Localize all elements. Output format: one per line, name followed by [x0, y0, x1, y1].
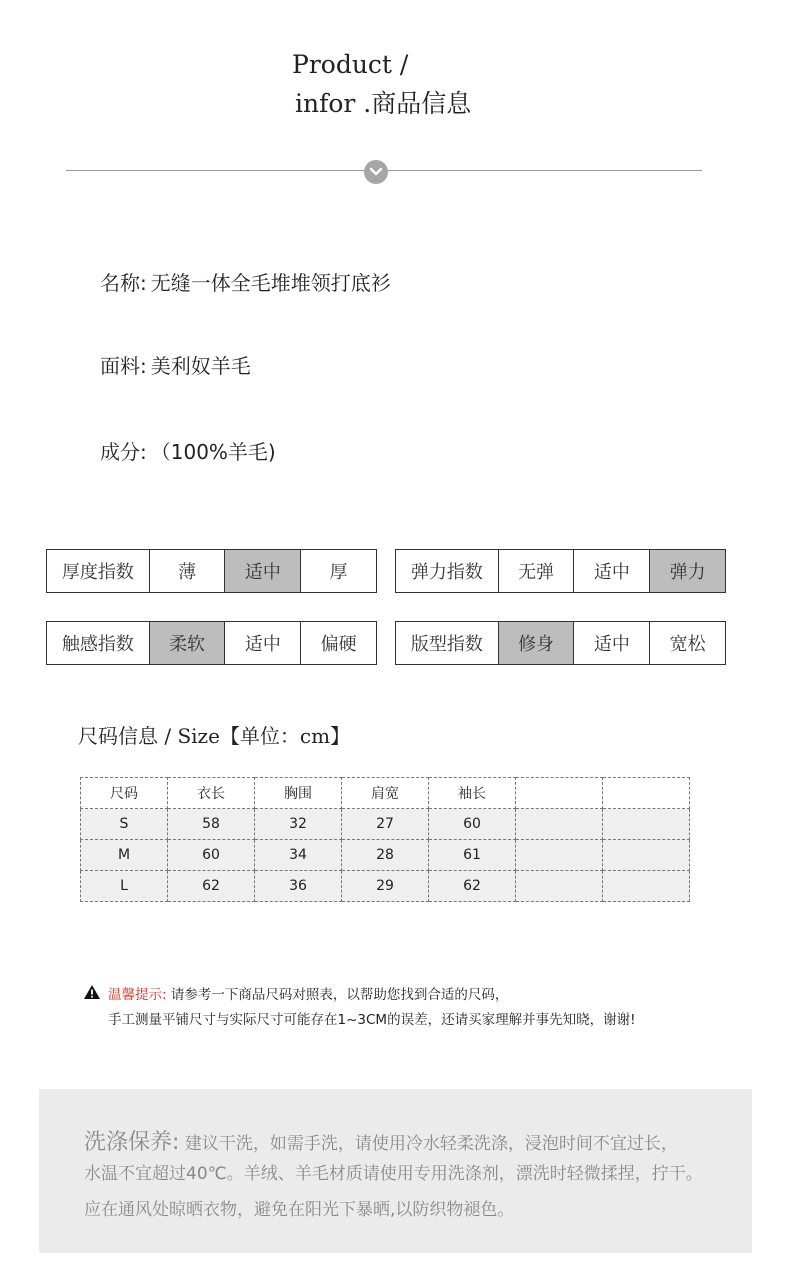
product-name-row	[100, 267, 391, 296]
table-cell: 27	[342, 809, 429, 840]
composition-label: 成分:	[100, 440, 147, 464]
table-cell: 29	[342, 871, 429, 902]
chevron-down-icon	[364, 160, 388, 184]
table-cell: 58	[168, 809, 255, 840]
table-row	[81, 871, 690, 902]
care-text-3: 应在通风处晾晒衣物，避免在阳光下暴晒,以防织物褪色。	[84, 1200, 515, 1220]
thickness-index-label: 厚度指数	[61, 562, 134, 583]
table-cell: L	[81, 871, 168, 902]
thickness-index	[46, 549, 377, 593]
size-table-header-row	[81, 778, 690, 809]
fabric-value: 美利奴羊毛	[150, 354, 251, 378]
page-title-line1: Product /	[292, 50, 409, 79]
product-name-label: 名称:	[100, 271, 147, 295]
touch-option-hard: 偏硬	[300, 622, 376, 664]
table-cell: M	[81, 840, 168, 871]
fit-option-slim: 修身	[498, 622, 574, 664]
touch-option-medium: 适中	[224, 622, 300, 664]
table-cell	[603, 809, 690, 840]
thickness-option-medium: 适中	[224, 550, 300, 592]
elasticity-option-stretch: 弹力	[649, 550, 725, 592]
notice-text-2: 手工测量平铺尺寸与实际尺寸可能存在1~3CM的误差，还请买家理解并事先知晓，谢谢!	[108, 1012, 636, 1028]
elasticity-index	[395, 549, 726, 593]
thickness-option-thick: 厚	[300, 550, 376, 592]
table-cell: 62	[429, 871, 516, 902]
size-header-cell	[603, 778, 690, 809]
touch-index	[46, 621, 377, 665]
composition-value: （100%羊毛)	[150, 440, 276, 464]
touch-index-label: 触感指数	[61, 634, 134, 655]
table-cell	[603, 871, 690, 902]
thickness-option-thin: 薄	[149, 550, 225, 592]
touch-option-soft: 柔软	[149, 622, 225, 664]
care-instructions-panel	[39, 1089, 752, 1253]
table-row	[81, 809, 690, 840]
size-header-cell: 衣长	[168, 778, 255, 809]
elasticity-index-label: 弹力指数	[410, 562, 483, 583]
table-cell	[516, 809, 603, 840]
table-cell	[516, 871, 603, 902]
care-text-1: 建议干洗，如需手洗，请使用冷水轻柔洗涤，浸泡时间不宜过长，	[184, 1134, 678, 1154]
size-table-title: 尺码信息 / Size【单位：cm】	[78, 724, 351, 748]
warning-triangle-icon	[83, 984, 101, 1004]
table-cell	[516, 840, 603, 871]
elasticity-option-medium: 适中	[573, 550, 649, 592]
table-cell: 60	[429, 809, 516, 840]
elasticity-option-none: 无弹	[498, 550, 574, 592]
fit-index	[395, 621, 726, 665]
fit-option-loose: 宽松	[649, 622, 725, 664]
fabric-label: 面料:	[100, 354, 147, 378]
product-name-value: 无缝一体全毛堆堆领打底衫	[150, 271, 391, 295]
table-cell: 32	[255, 809, 342, 840]
table-cell: 60	[168, 840, 255, 871]
table-cell: 36	[255, 871, 342, 902]
table-cell: 28	[342, 840, 429, 871]
table-cell: 61	[429, 840, 516, 871]
table-cell: 34	[255, 840, 342, 871]
fit-option-medium: 适中	[573, 622, 649, 664]
table-cell	[603, 840, 690, 871]
table-cell: 62	[168, 871, 255, 902]
composition-row	[100, 436, 276, 465]
table-cell: S	[81, 809, 168, 840]
notice-text-1: 请参考一下商品尺码对照表，以帮助您找到合适的尺码，	[170, 987, 509, 1003]
fit-index-label: 版型指数	[410, 634, 483, 655]
page-title-line2: infor .商品信息	[295, 89, 472, 118]
care-line1	[84, 1125, 678, 1156]
fabric-row	[100, 350, 251, 379]
notice-label: 温馨提示:	[108, 987, 167, 1003]
table-row	[81, 840, 690, 871]
size-table	[80, 777, 690, 902]
care-heading: 洗涤保养:	[84, 1130, 180, 1155]
notice-line1	[108, 983, 508, 1003]
care-text-2: 水温不宜超过40℃。羊绒、羊毛材质请使用专用洗涤剂，漂洗时轻微揉捏，拧干。	[84, 1164, 703, 1184]
size-header-cell: 尺码	[81, 778, 168, 809]
size-header-cell: 肩宽	[342, 778, 429, 809]
size-header-cell	[516, 778, 603, 809]
size-header-cell: 袖长	[429, 778, 516, 809]
size-header-cell: 胸围	[255, 778, 342, 809]
